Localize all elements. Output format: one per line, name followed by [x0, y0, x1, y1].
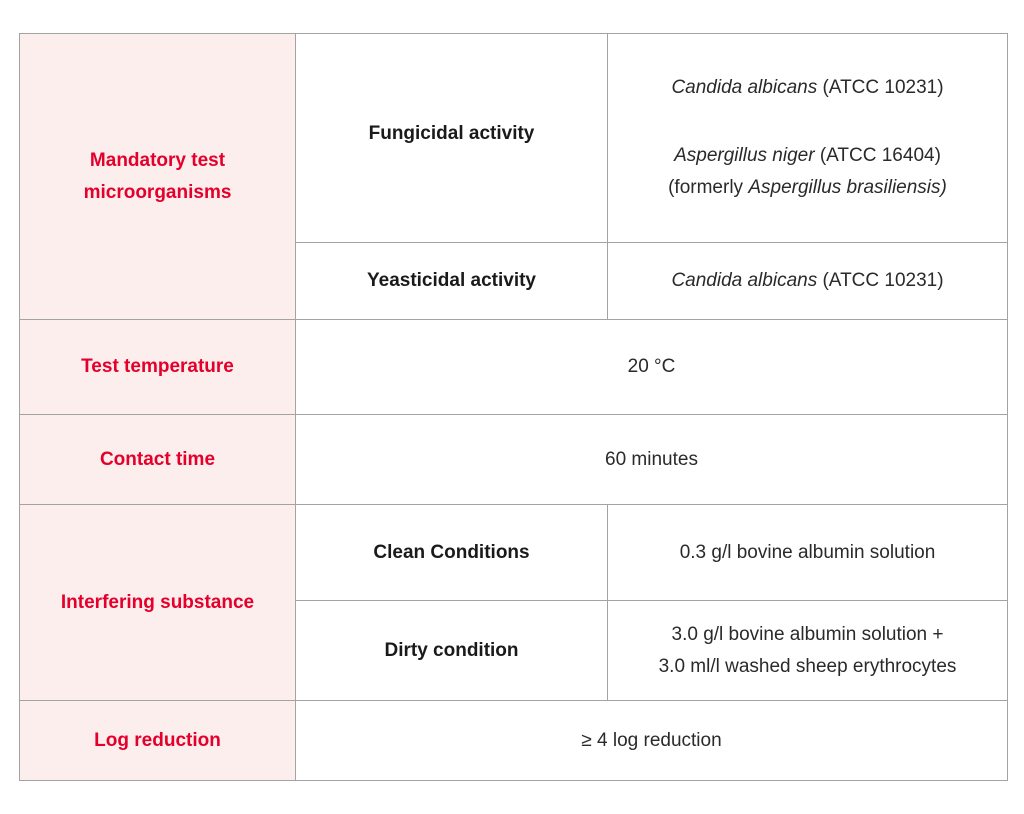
- table-row-clean-conditions: [20, 505, 1008, 601]
- organism-1-strain: (ATCC 10231): [817, 77, 944, 98]
- dirty-condition-value-line1: 3.0 g/l bovine albumin solution +: [671, 623, 944, 645]
- microorganisms-label-line2: microorganisms: [83, 181, 232, 203]
- clean-conditions-value: 0.3 g/l bovine albumin solution: [679, 541, 936, 563]
- organism-2-note-prefix: (formerly: [668, 177, 749, 198]
- temperature-value: 20 °C: [627, 356, 676, 377]
- table-row-temperature: [20, 320, 1008, 415]
- fungicidal-organisms-cell: [608, 34, 1008, 243]
- temperature-value-cell: [296, 320, 1008, 415]
- dirty-condition-text: Dirty condition: [384, 639, 519, 661]
- microorganisms-label-cell: [20, 34, 296, 320]
- dirty-condition-label: [296, 601, 608, 701]
- temperature-label: Test temperature: [81, 356, 234, 377]
- organism-1-name: Candida albicans: [671, 77, 818, 98]
- yeasticidal-organism-cell: [608, 243, 1008, 320]
- clean-conditions-value-cell: [608, 505, 1008, 601]
- temperature-label-cell: [20, 320, 296, 415]
- dirty-condition-value-line2: 3.0 ml/l washed sheep erythrocytes: [658, 655, 957, 677]
- interfering-label-cell: [20, 505, 296, 701]
- contact-time-label-cell: [20, 415, 296, 505]
- fungicidal-activity-text: Fungicidal activity: [368, 123, 535, 144]
- fungicidal-organism-2-note: [620, 172, 995, 204]
- organism-2-note-name: Aspergillus brasiliensis): [748, 177, 947, 198]
- log-reduction-label-cell: [20, 701, 296, 781]
- yeasticidal-activity-text: Yeasticidal activity: [367, 270, 536, 291]
- clean-conditions-text: Clean Conditions: [373, 541, 530, 563]
- organism-2-name: Aspergillus niger: [674, 145, 815, 166]
- yeasticidal-organism-name: Candida albicans: [671, 270, 818, 291]
- microorganisms-label-line1: Mandatory test: [89, 149, 226, 171]
- dirty-condition-value-cell: [608, 601, 1008, 701]
- table-row-contact-time: [20, 415, 1008, 505]
- interfering-label: Interfering substance: [60, 591, 255, 613]
- fungicidal-organism-1: [620, 72, 995, 104]
- table-row-fungicidal: [20, 34, 1008, 243]
- table-row-log-reduction: [20, 701, 1008, 781]
- fungicidal-organism-2: [620, 140, 995, 172]
- test-conditions-table: [19, 33, 1008, 781]
- contact-time-value: 60 minutes: [605, 448, 698, 470]
- yeasticidal-organism-strain: (ATCC 10231): [817, 270, 944, 291]
- log-reduction-label: Log reduction: [94, 729, 221, 751]
- log-reduction-value-cell: [296, 701, 1008, 781]
- log-reduction-value: ≥ 4 log reduction: [581, 729, 722, 751]
- contact-time-value-cell: [296, 415, 1008, 505]
- yeasticidal-activity-label: [296, 243, 608, 320]
- clean-conditions-label: [296, 505, 608, 601]
- fungicidal-activity-label: [296, 34, 608, 243]
- contact-time-label: Contact time: [99, 448, 216, 470]
- organism-2-strain: (ATCC 16404): [814, 145, 941, 166]
- organism-spacer: [620, 104, 995, 140]
